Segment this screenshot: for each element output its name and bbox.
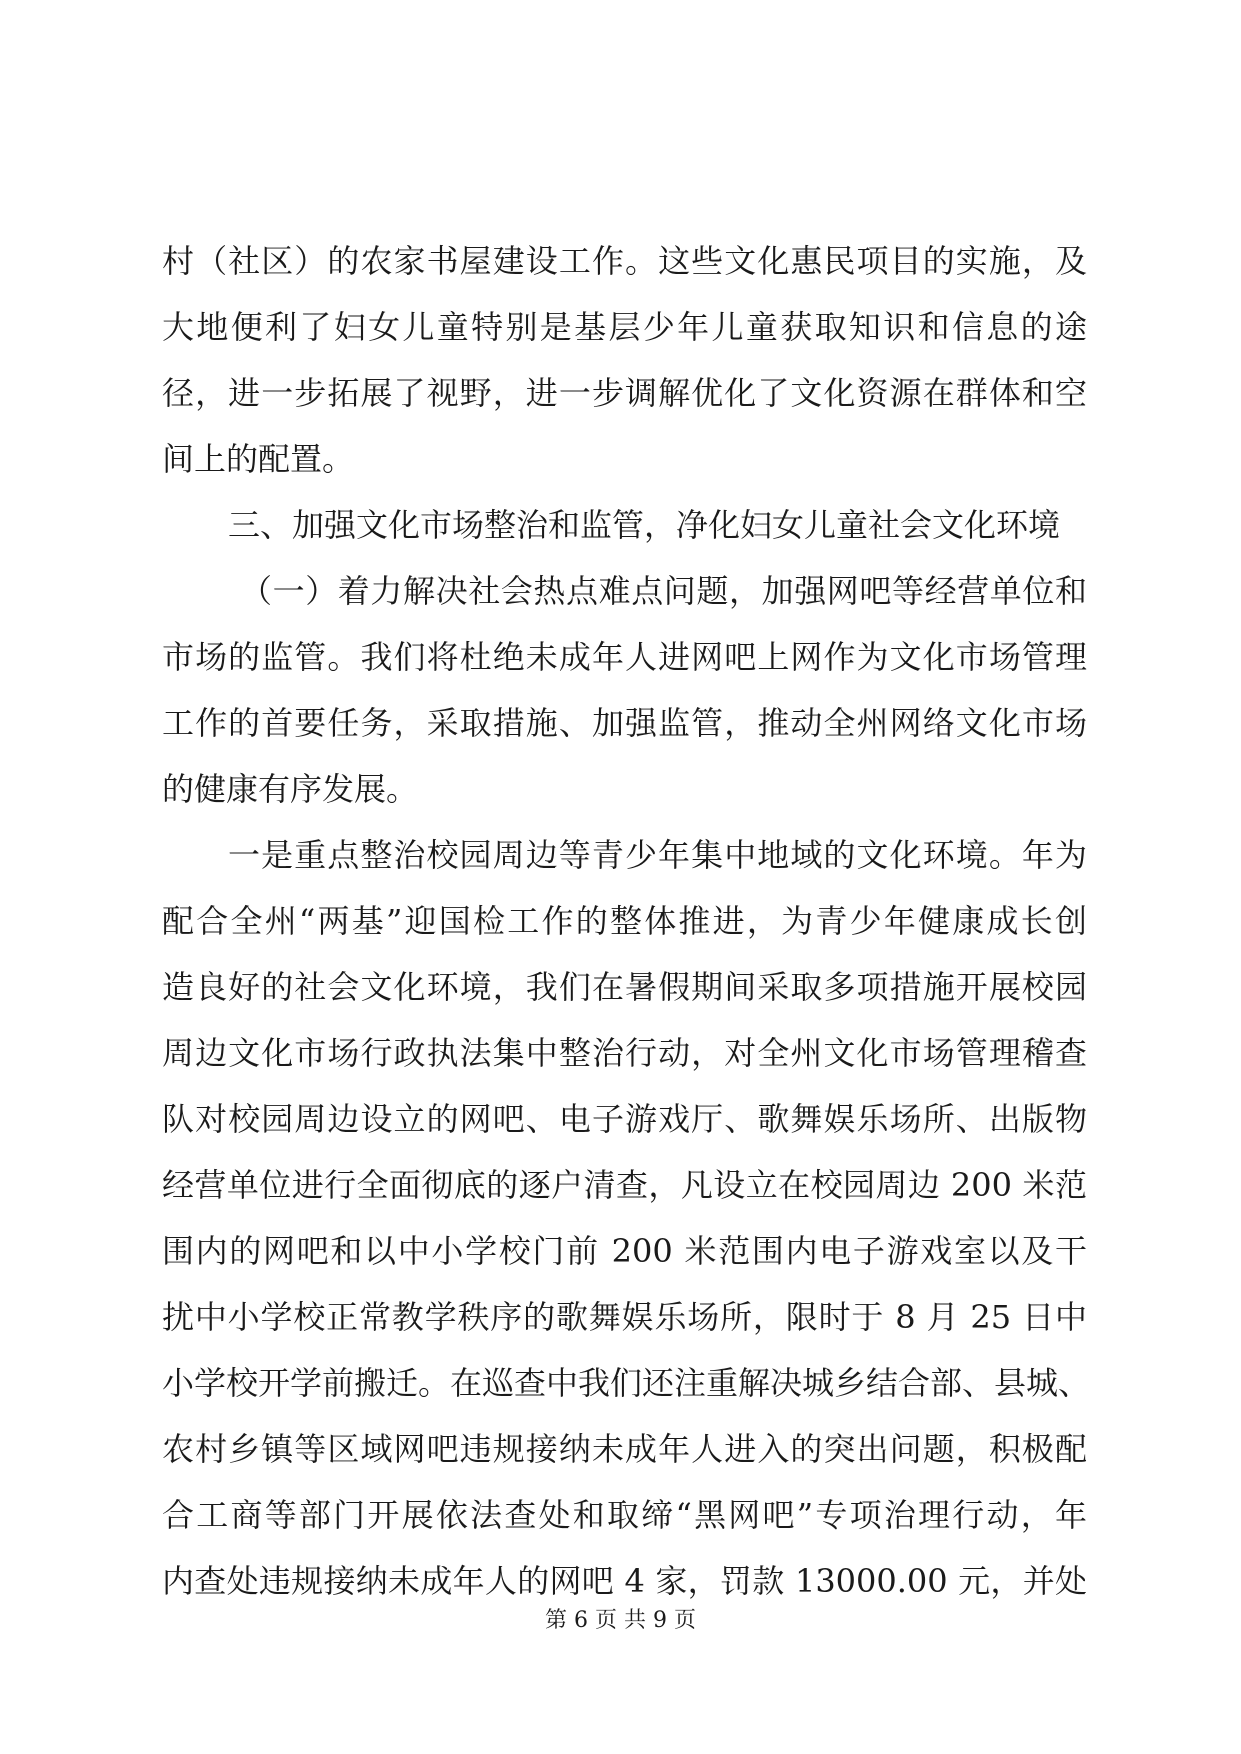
section-heading: 三、加强文化市场整治和监管，净化妇女儿童社会文化环境 <box>228 506 1061 544</box>
text-line: 围内的网吧和以中小学校门前 200 米范围内电子游戏室以及干 <box>162 1232 1087 1270</box>
body-text <box>162 228 1091 1614</box>
text-line: 大地便利了妇女儿童特别是基层少年儿童获取知识和信息的途 <box>162 308 1087 346</box>
text-line: 一是重点整治校园周边等青少年集中地域的文化环境。年为 <box>228 836 1087 874</box>
text-line: 内查处违规接纳未成年人的网吧 4 家，罚款 13000.00 元，并处 <box>162 1562 1087 1600</box>
text-line: 造良好的社会文化环境，我们在暑假期间采取多项措施开展校园 <box>162 968 1087 1006</box>
text-line: 径，进一步拓展了视野，进一步调解优化了文化资源在群体和空 <box>162 374 1087 412</box>
text-line: 村（社区）的农家书屋建设工作。这些文化惠民项目的实施，及 <box>162 242 1087 280</box>
text-line: 农村乡镇等区域网吧违规接纳未成年人进入的突出问题，积极配 <box>162 1430 1087 1468</box>
page-number-footer: 第 6 页 共 9 页 <box>545 1608 696 1633</box>
text-line: 经营单位进行全面彻底的逐户清查，凡设立在校园周边 200 米范 <box>162 1166 1087 1204</box>
text-line: 周边文化市场行政执法集中整治行动，对全州文化市场管理稽查 <box>162 1034 1087 1072</box>
text-line: 队对校园周边设立的网吧、电子游戏厅、歌舞娱乐场所、出版物 <box>162 1100 1087 1138</box>
text-line: 小学校开学前搬迁。在巡查中我们还注重解决城乡结合部、县城、 <box>162 1364 1091 1402</box>
text-line: 扰中小学校正常教学秩序的歌舞娱乐场所，限时于 8 月 25 日中 <box>162 1298 1087 1336</box>
text-line: 配合全州“两基”迎国检工作的整体推进，为青少年健康成长创 <box>162 902 1087 940</box>
text-line: 合工商等部门开展依法查处和取缔“黑网吧”专项治理行动，年 <box>162 1496 1087 1534</box>
subsection-heading: （一）着力解决社会热点难点问题，加强网吧等经营单位和 <box>240 572 1087 610</box>
text-line: 市场的监管。我们将杜绝未成年人进网吧上网作为文化市场管理 <box>162 638 1087 676</box>
text-line: 工作的首要任务，采取措施、加强监管，推动全州网络文化市场 <box>162 704 1087 742</box>
text-line: 间上的配置。 <box>162 440 355 478</box>
text-line: 的健康有序发展。 <box>162 770 419 808</box>
